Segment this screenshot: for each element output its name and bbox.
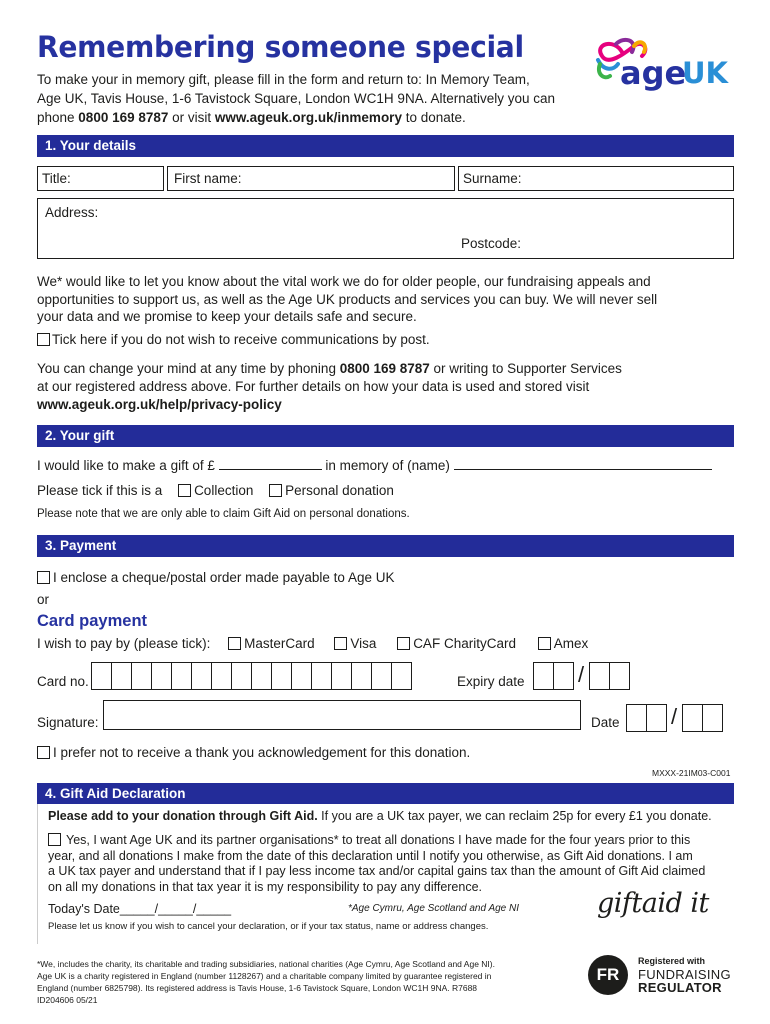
fr-registered-text: Registered with (638, 956, 706, 966)
section-heading-your-details: 1. Your details (37, 135, 734, 157)
or-text: or (37, 592, 50, 607)
expiry-digit[interactable] (533, 662, 554, 690)
intro-text: To make your in memory gift, please fill in the form and return to: In Memory Team, Age UK, Tavis House, 1-6 Tavistock Square, London WC1H 9NA. Alternatively you can phone 0800 169 8787 or visit www.ageuk.org.uk/inmemory to donate. (37, 72, 556, 125)
fundraising-regulator-badge-icon: FR (588, 955, 628, 995)
date-digit[interactable] (702, 704, 723, 732)
gift-aid-checkbox[interactable] (48, 833, 61, 846)
card-no-label: Card no. (37, 674, 89, 689)
first-name-field[interactable]: First name: (167, 166, 455, 191)
date-digit[interactable] (646, 704, 667, 732)
date-digit[interactable] (682, 704, 703, 732)
partners-note: *Age Cymru, Age Scotland and Age NI (348, 903, 520, 914)
in-memory-name-input[interactable] (454, 458, 712, 470)
card-payment-heading: Card payment (37, 612, 148, 630)
privacy-link[interactable]: www.ageuk.org.uk/help/privacy-policy (37, 397, 282, 412)
gift-type-row: Please tick if this is a Collection Personal donation (37, 483, 394, 498)
expiry-date-boxes[interactable]: / (533, 662, 629, 690)
no-thank-you-option[interactable]: I prefer not to receive a thank you acknowledgement for this donation. (37, 745, 470, 760)
form-reference: MXXX-21IM03-C001 (652, 768, 731, 778)
page-title: Remembering someone special (37, 30, 524, 64)
card-digit[interactable] (331, 662, 352, 690)
gift-aid-intro: Please add to your donation through Gift Aid. If you are a UK tax payer, we can reclaim 25p for every £1 you donate. (48, 809, 712, 823)
expiry-digit[interactable] (553, 662, 574, 690)
personal-donation-checkbox[interactable] (269, 484, 282, 497)
collection-checkbox[interactable] (178, 484, 191, 497)
expiry-digit[interactable] (589, 662, 610, 690)
card-digit[interactable] (91, 662, 112, 690)
card-digit[interactable] (111, 662, 132, 690)
card-digit[interactable] (211, 662, 232, 690)
title-field[interactable]: Title: (37, 166, 164, 191)
card-number-boxes[interactable] (91, 662, 411, 692)
card-digit[interactable] (291, 662, 312, 690)
card-digit[interactable] (351, 662, 372, 690)
fr-regulator-text: REGULATOR (638, 980, 722, 995)
giftaid-it-logo: giftaid it (597, 888, 709, 919)
gift-amount-row: I would like to make a gift of £ in memory of (name) (37, 458, 737, 473)
caf-charitycard-checkbox[interactable] (397, 637, 410, 650)
no-post-option[interactable]: Tick here if you do not wish to receive communications by post. (37, 332, 430, 347)
card-digit[interactable] (191, 662, 212, 690)
change-mind-text: You can change your mind at any time by phoning 0800 169 8787 or writing to Supporter Services at our registered address above. For further details on how your data is used and stored visit www.ageuk.org.uk/help/privacy-policy (37, 360, 737, 414)
card-digit[interactable] (311, 662, 332, 690)
card-type-row: I wish to pay by (please tick): MasterCard Visa CAF CharityCard Amex (37, 636, 589, 651)
no-post-checkbox[interactable] (37, 333, 50, 346)
amex-checkbox[interactable] (538, 637, 551, 650)
card-digit[interactable] (271, 662, 292, 690)
signature-label: Signature: (37, 715, 99, 730)
section-heading-payment: 3. Payment (37, 535, 734, 557)
date-label: Date (591, 715, 620, 730)
age-uk-logo: age UK (594, 34, 744, 104)
card-digit[interactable] (251, 662, 272, 690)
card-digit[interactable] (131, 662, 152, 690)
gift-amount-input[interactable] (219, 458, 322, 470)
date-digit[interactable] (626, 704, 647, 732)
signature-field[interactable] (103, 700, 581, 730)
mastercard-checkbox[interactable] (228, 637, 241, 650)
visa-checkbox[interactable] (334, 637, 347, 650)
address-field[interactable]: Address: Postcode: (37, 198, 734, 259)
date-boxes[interactable]: / (626, 704, 722, 732)
card-digit[interactable] (371, 662, 392, 690)
cancel-note: Please let us know if you wish to cancel your declaration, or if your tax status, name or address changes. (48, 921, 489, 932)
no-thank-you-checkbox[interactable] (37, 746, 50, 759)
card-digit[interactable] (151, 662, 172, 690)
footer-legal: *We, includes the charity, its charitable and trading subsidiaries, national charities (Age Cymru, Age Scotland and Age NI). Age UK is a charity registered in England (number 1128267) and a charitable company limited by guarantee registered in England (number 6825798). Its registered address is Tavis House, 1-6 Tavistock Square, London WC1H 9NA. R7688 ID204606 05/21 (37, 959, 495, 1005)
todays-date-field[interactable]: Today's Date_____/_____/_____ (48, 902, 232, 916)
postcode-label: Postcode: (461, 236, 522, 251)
fr-fundraising-text: FUNDRAISING (638, 967, 731, 982)
expiry-digit[interactable] (609, 662, 630, 690)
cheque-checkbox[interactable] (37, 571, 50, 584)
card-digit[interactable] (391, 662, 412, 690)
expiry-label: Expiry date (457, 674, 525, 689)
card-digit[interactable] (231, 662, 252, 690)
gift-aid-note: Please note that we are only able to claim Gift Aid on personal donations. (37, 508, 410, 520)
card-digit[interactable] (171, 662, 192, 690)
section-heading-gift-aid: 4. Gift Aid Declaration (37, 783, 734, 805)
section-heading-your-gift: 2. Your gift (37, 425, 734, 447)
surname-field[interactable]: Surname: (458, 166, 734, 191)
consent-text: We* would like to let you know about the vital work we do for older people, our fundraising appeals and opportunities to support us, as well as the Age UK products and services you can buy. We will never sell your data and we promise to keep your details safe and secure. (37, 274, 658, 324)
cheque-option[interactable]: I enclose a cheque/postal order made payable to Age UK (37, 570, 394, 585)
gift-aid-declaration: Yes, I want Age UK and its partner organisations* to treat all donations I have made for the four years prior to this year, and all donations I make from the date of this declaration until I notify you otherwise, as Gift Aid donations. I am a UK tax payer and understand that if I pay less income tax and/or capital gains tax than the amount of Gift Aid claimed on all my donations in that tax year it is my responsibility to pay any difference. (48, 833, 706, 894)
